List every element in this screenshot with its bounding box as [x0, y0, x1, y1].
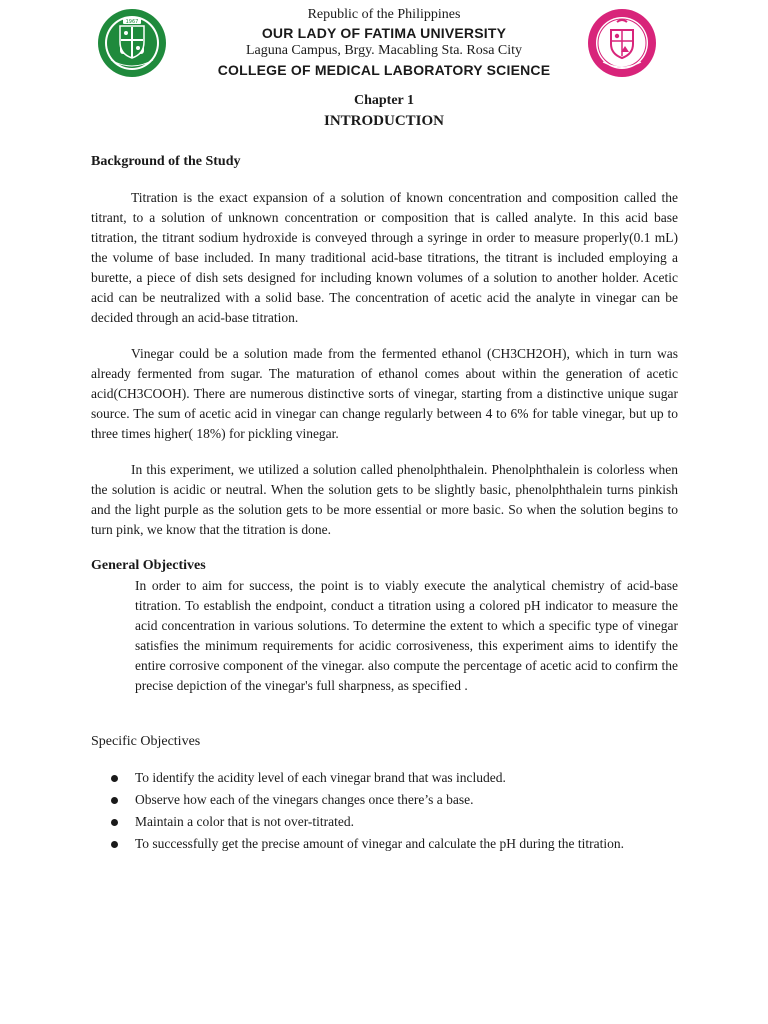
general-objectives-text: In order to aim for success, the point is to viably execute the analytical chemistry of acid-base titration. To establish the endpoint, conduct a titration using a colored pH indicator to measure the acid concentration in various solutions. To determine the extent to which a specific type of vinegar satisfies the minimum requirements for acidic corrosiveness, this experiment aims to identify the entire corrosive component of the vinegar. also compute the percentage of acetic acid to confirm the precise depiction of the vinegar's full sharpness, as specified .: [135, 578, 678, 693]
bullet-icon: [111, 819, 118, 826]
specific-objectives-list: [91, 767, 691, 855]
list-item-text: Maintain a color that is not over-titrated.: [135, 814, 355, 829]
paragraph-text: In this experiment, we utilized a solution called phenolphthalein. Phenolphthalein is colorless when the solution is acidic or neutral. When the solution gets to be slightly basic, phenolphthalein turns pinkish and the light purple as the solution gets to be more essential or more basic. So when the solution begins to turn pink, we know that the titration is done.: [91, 462, 678, 537]
page-title: INTRODUCTION: [323, 113, 444, 129]
header-campus: Laguna Campus, Brgy. Macabling Sta. Rosa City: [245, 43, 523, 58]
bullet-icon: [111, 775, 118, 782]
list-item: [91, 811, 691, 833]
college-seal-pink-icon: [587, 8, 657, 78]
bullet-icon: [111, 797, 118, 804]
background-paragraph-2: [91, 344, 678, 444]
header-college: COLLEGE OF MEDICAL LABORATORY SCIENCE: [217, 62, 551, 78]
list-item-text: To identify the acidity level of each vinegar brand that was included.: [135, 770, 506, 785]
bullet-icon: [111, 841, 118, 848]
list-item: [91, 767, 691, 789]
paragraph-text: Vinegar could be a solution made from the fermented ethanol (CH3CH2OH), which in turn was already fermented from sugar. The maturation of ethanol comes about within the generation of acetic acid(CH3COOH). There are numerous distinctive sorts of vinegar, starting from a distinctive unique sugar source. The sum of acetic acid in vinegar can change regularly between 4 to 6% for table vinegar, but up to three times higher( 18%) for pickling vinegar.: [91, 346, 678, 441]
document-header: [0, 0, 768, 90]
background-paragraph-3: [91, 460, 678, 540]
background-heading: Background of the Study: [91, 154, 241, 169]
paragraph-text: Titration is the exact expansion of a solution of known concentration and composition called the titrant, to a solution of unknown concentration or composition that is called analyte. In this acid base titration, the titrant sodium hydroxide is conveyed through a syringe in order to measure properly(0.1 mL) the volume of base included. In many traditional acid-base titrations, the titrant is included employing a burette, a piece of dish sets designed for including known volumes of a solution to another holder. Acetic acid can be neutralized with a solid base. The concentration of acetic acid the analyte in vinegar can be decided through an acid-base titration.: [91, 190, 678, 325]
background-paragraph-1: [91, 188, 678, 328]
chapter-label: Chapter 1: [353, 93, 415, 108]
list-item: [91, 833, 691, 855]
header-republic: Republic of the Philippines: [307, 7, 461, 22]
general-objectives-heading: General Objectives: [91, 558, 206, 573]
list-item-text: Observe how each of the vinegars changes once there’s a base.: [135, 792, 474, 807]
header-university-name: OUR LADY OF FATIMA UNIVERSITY: [261, 25, 507, 41]
seal-year: 1967: [125, 19, 139, 25]
specific-objectives-heading: Specific Objectives: [91, 734, 201, 749]
list-item-text: To successfully get the precise amount of vinegar and calculate the pH during the titration.: [135, 836, 625, 851]
list-item: [91, 789, 691, 811]
